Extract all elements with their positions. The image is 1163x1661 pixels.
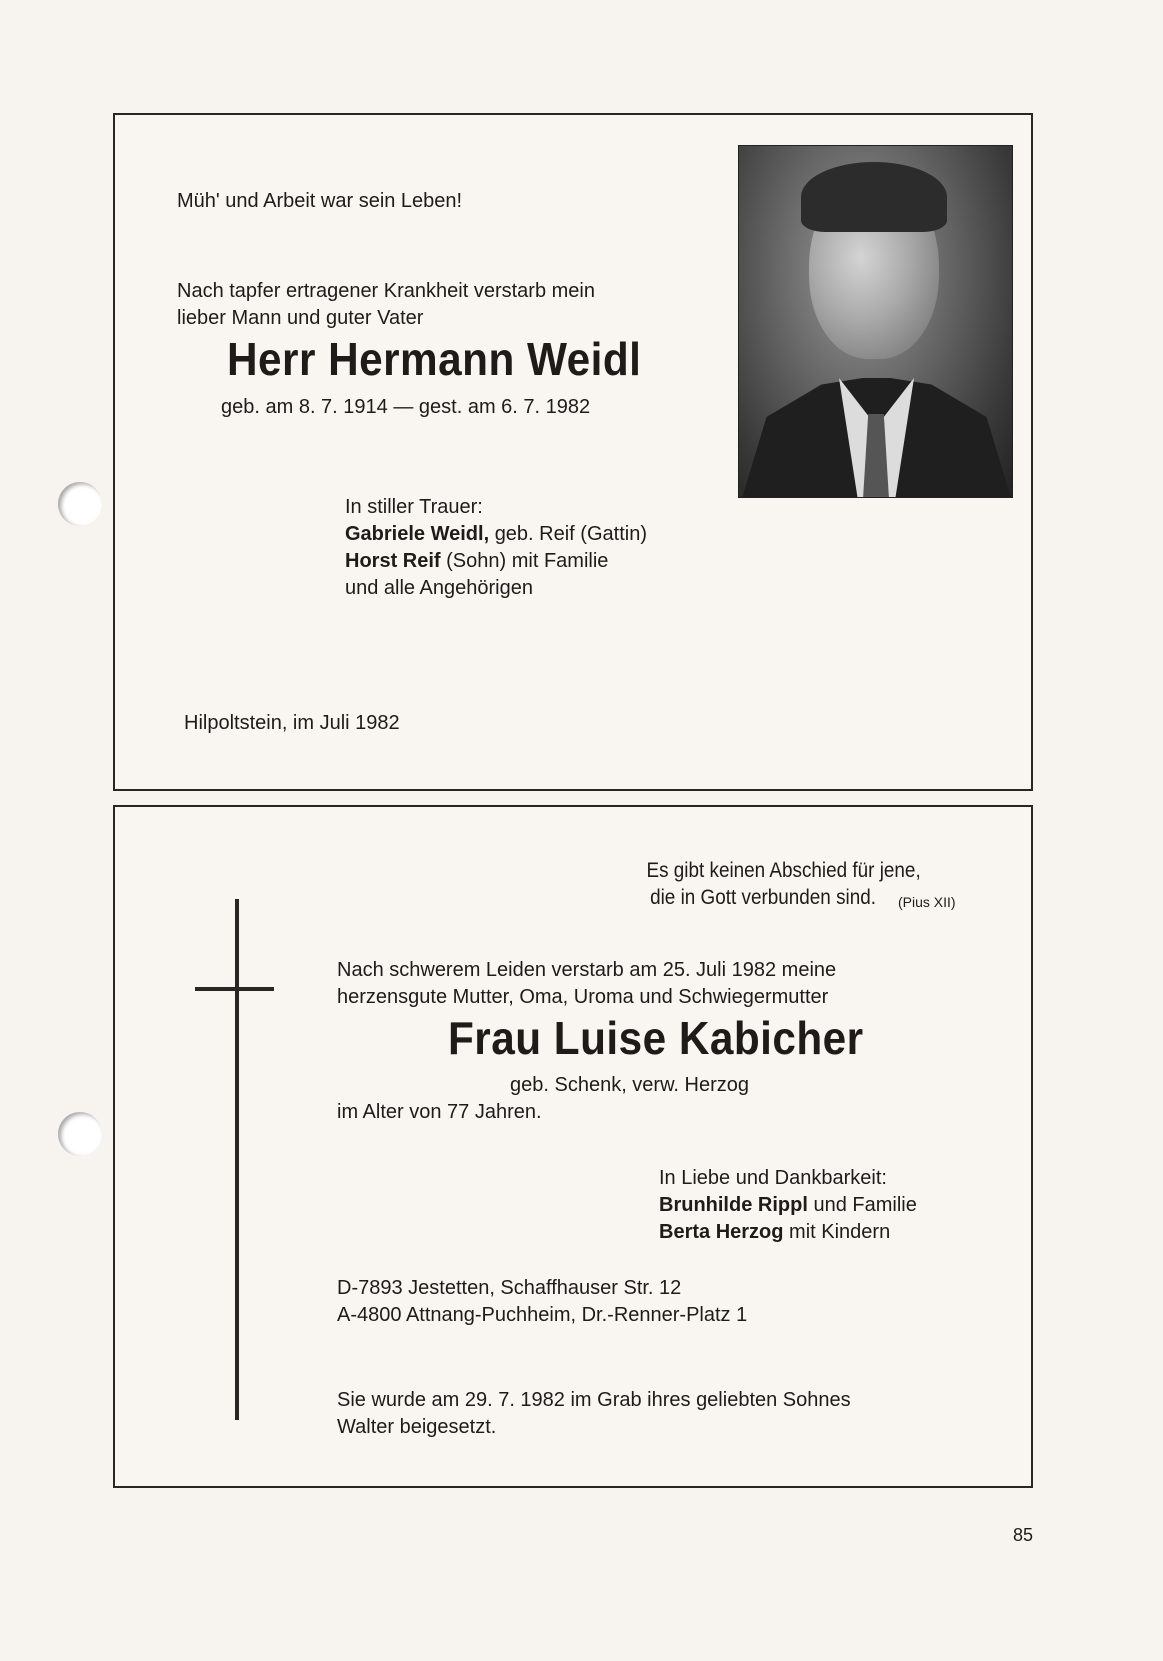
age-at-death: im Alter von 77 Jahren. xyxy=(337,1101,542,1123)
cross-symbol-bar xyxy=(195,987,274,991)
deceased-name: Herr Hermann Weidl xyxy=(227,333,642,385)
notice-intro-line-2: lieber Mann und guter Vater xyxy=(177,307,424,329)
notice-intro-line-1: Nach schwerem Leiden verstarb am 25. Juli 1982 meine xyxy=(337,959,837,981)
mourner-line-1 xyxy=(345,521,647,548)
quote-line-1: Es gibt keinen Abschied für jene, xyxy=(646,859,921,882)
mourner-line-3: und alle Angehörigen xyxy=(345,577,533,599)
obituary-notice-weidl xyxy=(113,113,1033,791)
quote-line-2: die in Gott verbunden sind. xyxy=(650,886,876,909)
quote-source: (Pius XII) xyxy=(898,894,956,910)
obituary-notice-kabicher xyxy=(113,805,1033,1488)
deceased-name: Frau Luise Kabicher xyxy=(448,1012,864,1064)
cross-symbol xyxy=(235,899,239,1420)
mourning-heading: In Liebe und Dankbarkeit: xyxy=(659,1167,887,1189)
place-and-date: Hilpoltstein, im Juli 1982 xyxy=(184,712,400,734)
birth-name: geb. Schenk, verw. Herzog xyxy=(510,1074,750,1096)
mourner-relation: mit Kindern xyxy=(789,1221,891,1243)
life-dates: geb. am 8. 7. 1914 — gest. am 6. 7. 1982 xyxy=(221,396,591,418)
address-line-1: D-7893 Jestetten, Schaffhauser Str. 12 xyxy=(337,1277,682,1299)
burial-line-2: Walter beigesetzt. xyxy=(337,1416,497,1438)
mourner-name: Gabriele Weidl, xyxy=(345,523,490,545)
portrait-photo xyxy=(738,145,1013,498)
binder-hole-bottom xyxy=(58,1112,102,1156)
notice-motto: Müh' und Arbeit war sein Leben! xyxy=(177,190,463,212)
mourning-heading: In stiller Trauer: xyxy=(345,496,483,518)
address-line-2: A-4800 Attnang-Puchheim, Dr.-Renner-Platz 1 xyxy=(337,1304,748,1326)
notice-intro-line-1: Nach tapfer ertragener Krankheit verstarb mein xyxy=(177,280,595,302)
mourner-relation: und Familie xyxy=(813,1194,917,1216)
binder-hole-top xyxy=(58,482,102,526)
notice-intro-line-2: herzensgute Mutter, Oma, Uroma und Schwiegermutter xyxy=(337,986,829,1008)
mourner-line-1 xyxy=(659,1192,917,1219)
mourner-name: Berta Herzog xyxy=(659,1221,784,1243)
mourner-relation: (Sohn) mit Familie xyxy=(446,550,609,572)
mourner-name: Brunhilde Rippl xyxy=(659,1194,808,1216)
mourner-line-2 xyxy=(345,548,608,575)
mourner-name: Horst Reif xyxy=(345,550,441,572)
burial-line-1: Sie wurde am 29. 7. 1982 im Grab ihres geliebten Sohnes xyxy=(337,1389,851,1411)
page-number: 85 xyxy=(1013,1525,1034,1545)
mourner-relation: geb. Reif (Gattin) xyxy=(494,523,647,545)
mourner-line-2 xyxy=(659,1219,890,1246)
